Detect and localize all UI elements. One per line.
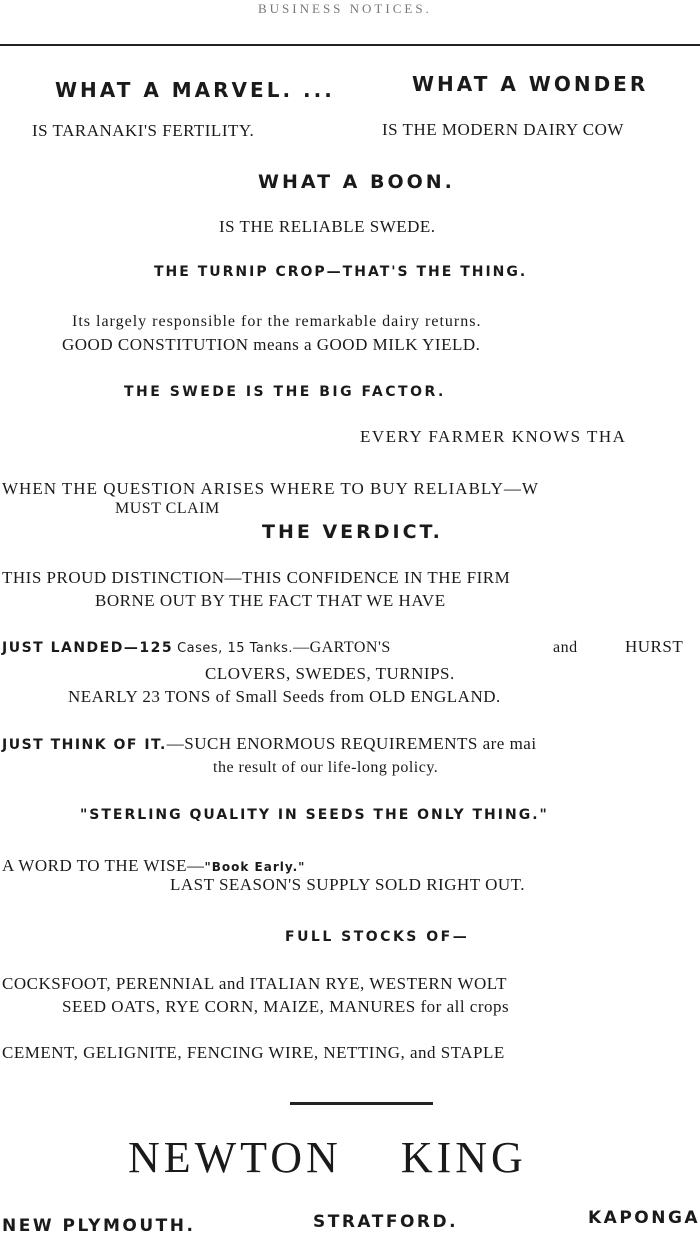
word-wise: A WORD TO THE WISE— — [2, 856, 205, 875]
line-seed-oats: SEED OATS, RYE CORN, MAIZE, MANURES for all crops — [62, 997, 510, 1016]
headline-verdict: THE VERDICT. — [262, 521, 443, 543]
line-must-claim: MUST CLAIM — [115, 500, 220, 517]
line-policy: the result of our life-long policy. — [213, 759, 439, 776]
line-constitution: GOOD CONSTITUTION means a GOOD MILK YIELD. — [62, 335, 481, 354]
word-book-early: "Book Early." — [204, 860, 306, 874]
line-factor: THE SWEDE IS THE BIG FACTOR. — [124, 384, 446, 400]
section-header: BUSINESS NOTICES. — [258, 1, 432, 16]
top-rule — [0, 44, 700, 46]
headline-marvel: WHAT A MARVEL. ... — [55, 78, 335, 102]
line-cement: CEMENT, GELIGNITE, FENCING WIRE, NETTING, and STAPLE — [2, 1043, 505, 1062]
line-cocksfoot: COCKSFOOT, PERENNIAL and ITALIAN RYE, WESTERN WOLT — [2, 974, 507, 993]
think-label: JUST THINK OF IT. — [2, 737, 167, 753]
line-turnip: THE TURNIP CROP—THAT'S THE THING. — [154, 264, 528, 280]
short-rule — [290, 1102, 433, 1105]
town-kaponga: KAPONGA — [588, 1208, 700, 1228]
landed-label: JUST LANDED—125 — [2, 640, 174, 656]
think-rest: —SUCH ENORMOUS REQUIREMENTS are mai — [166, 734, 537, 753]
line-borne: BORNE OUT BY THE FACT THAT WE HAVE — [95, 591, 446, 610]
line-full-stocks: FULL STOCKS OF— — [285, 929, 470, 945]
line-nearly: NEARLY 23 TONS of Small Seeds from OLD ENGLAND. — [68, 687, 501, 706]
line-swede: IS THE RELIABLE SWEDE. — [219, 217, 436, 236]
town-stratford: STRATFORD. — [313, 1212, 459, 1232]
town-new-plymouth: NEW PLYMOUTH. — [2, 1216, 196, 1236]
firm-name: NEWTON KING — [128, 1133, 527, 1182]
line-last-season: LAST SEASON'S SUPPLY SOLD RIGHT OUT. — [170, 875, 526, 894]
landed-cases: Cases, 15 Tanks. — [177, 641, 294, 656]
headline-wonder: WHAT A WONDER — [412, 72, 649, 96]
landed-garton: —GARTON'S — [293, 639, 391, 656]
line-landed — [2, 640, 391, 656]
line-word — [2, 857, 305, 875]
line-think — [2, 735, 537, 753]
landed-hurst: HURST — [625, 637, 684, 656]
line-sterling: "STERLING QUALITY IN SEEDS THE ONLY THING." — [80, 807, 549, 823]
line-dairy-cow: IS THE MODERN DAIRY COW — [382, 120, 624, 139]
line-clovers: CLOVERS, SWEDES, TURNIPS. — [205, 664, 455, 683]
line-responsible: Its largely responsible for the remarkable dairy returns. — [72, 313, 482, 330]
line-proud: THIS PROUD DISTINCTION—THIS CONFIDENCE IN THE FIRM — [2, 568, 511, 587]
landed-and: and — [553, 639, 578, 656]
line-every-farmer: EVERY FARMER KNOWS THA — [360, 427, 627, 446]
line-question: WHEN THE QUESTION ARISES WHERE TO BUY RELIABLY—W — [2, 479, 539, 498]
line-fertility: IS TARANAKI'S FERTILITY. — [32, 121, 255, 140]
headline-boon: WHAT A BOON. — [258, 171, 455, 193]
